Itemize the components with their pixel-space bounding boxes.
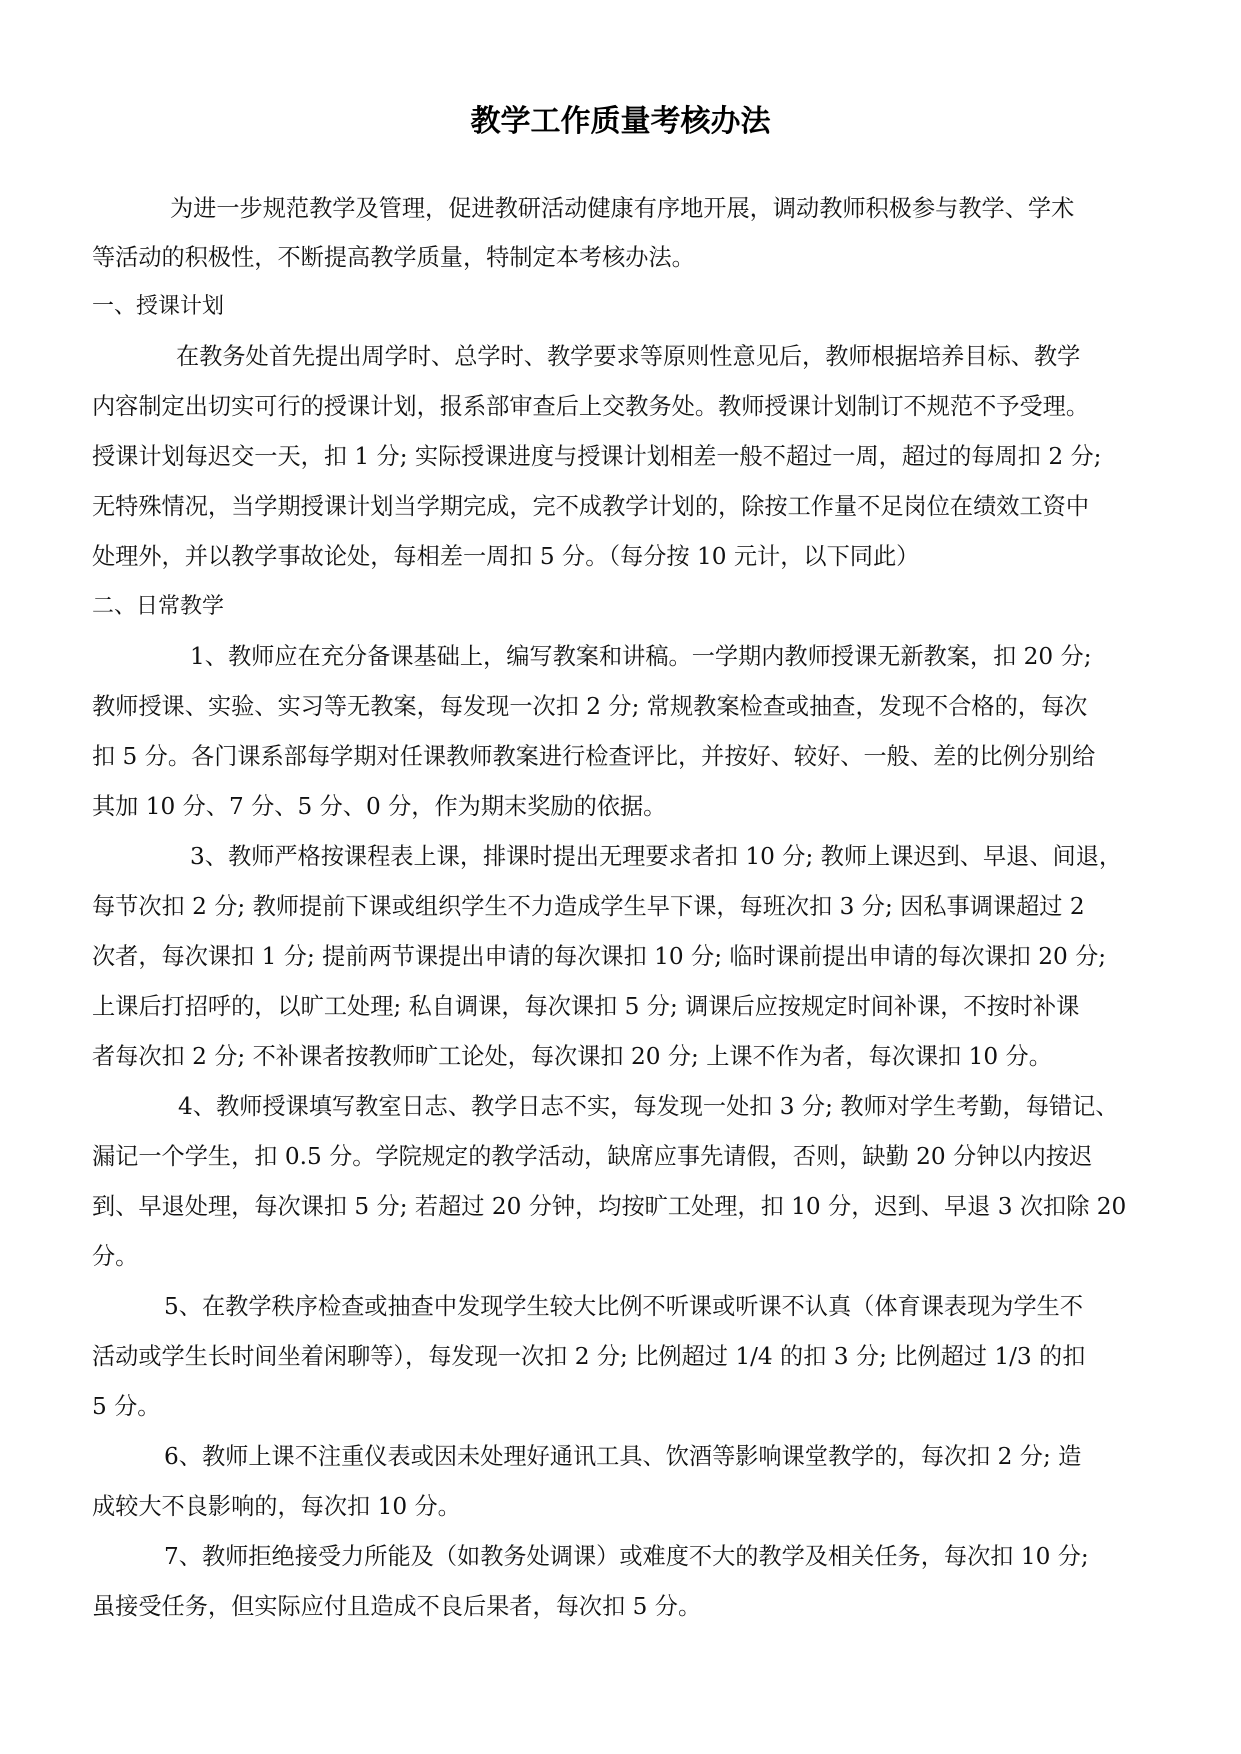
item3-line-3: 次者，每次课扣 1 分; 提前两节课提出申请的每次课扣 10 分; 临时课前提出申请的每次课扣 20 分; [92, 943, 1107, 970]
item6-line-2: 成较大不良影响的，每次扣 10 分。 [92, 1493, 461, 1520]
item3-line-1: 3、教师严格按课程表上课，排课时提出无理要求者扣 10 分; 教师上课迟到、早退、间退， [190, 843, 1123, 870]
section1-line-1: 在教务处首先提出周学时、总学时、教学要求等原则性意见后，教师根据培养目标、教学 [176, 343, 1081, 370]
item4-line-3: 到、早退处理，每次课扣 5 分; 若超过 20 分钟，均按旷工处理，扣 10 分，迟到、早退 3 次扣除 20 [92, 1193, 1127, 1220]
item4-line-1: 4、教师授课填写教室日志、教学日志不实，每发现一处扣 3 分; 教师对学生考勤，每错记、 [178, 1093, 1119, 1120]
item5-line-1: 5、在教学秩序检查或抽查中发现学生较大比例不听课或听课不认真（体育课表现为学生不 [164, 1293, 1084, 1320]
section-heading-lesson-plan: 一、授课计划 [92, 294, 225, 319]
item1-line-1: 1、教师应在充分备课基础上，编写教案和讲稿。一学期内教师授课无新教案，扣 20 分; [190, 643, 1092, 670]
item1-line-4: 其加 10 分、7 分、5 分、0 分，作为期末奖励的依据。 [92, 793, 667, 820]
item3-line-5: 者每次扣 2 分; 不补课者按教师旷工论处，每次课扣 20 分; 上课不作为者，每次课扣 10 分。 [92, 1043, 1052, 1070]
section1-line-2: 内容制定出切实可行的授课计划，报系部审查后上交教务处。教师授课计划制订不规范不予受理。 [92, 393, 1090, 420]
item7-line-1: 7、教师拒绝接受力所能及（如教务处调课）或难度不大的教学及相关任务，每次扣 10 分; [164, 1543, 1089, 1570]
intro-line-1: 为进一步规范教学及管理，促进教研活动健康有序地开展，调动教师积极参与教学、学术 [170, 195, 1075, 222]
item5-line-2: 活动或学生长时间坐着闲聊等），每发现一次扣 2 分; 比例超过 1/4 的扣 3 分; 比例超过 1/3 的扣 [92, 1343, 1086, 1370]
item4-line-4: 分。 [92, 1243, 139, 1270]
item3-line-4: 上课后打招呼的，以旷工处理; 私自调课，每次课扣 5 分; 调课后应按规定时间补课，不按时补课 [92, 993, 1080, 1020]
item1-line-2: 教师授课、实验、实习等无教案，每发现一次扣 2 分; 常规教案检查或抽查，发现不合格的，每次 [92, 693, 1088, 720]
section1-line-4: 无特殊情况，当学期授课计划当学期完成，完不成教学计划的，除按工作量不足岗位在绩效工资中 [92, 493, 1090, 520]
section1-line-5: 处理外，并以教学事故论处，每相差一周扣 5 分。（每分按 10 元计，以下同此） [92, 543, 920, 570]
item4-line-2: 漏记一个学生，扣 0.5 分。学院规定的教学活动，缺席应事先请假，否则，缺勤 20 分钟以内按迟 [92, 1143, 1093, 1170]
document-title: 教学工作质量考核办法 [470, 104, 771, 139]
section1-line-3: 授课计划每迟交一天，扣 1 分; 实际授课进度与授课计划相差一般不超过一周，超过的每周扣 2 分; [92, 443, 1102, 470]
item6-line-1: 6、教师上课不注重仪表或因未处理好通讯工具、饮酒等影响课堂教学的，每次扣 2 分; 造 [164, 1443, 1082, 1470]
intro-line-2: 等活动的积极性，不断提高教学质量，特制定本考核办法。 [92, 244, 695, 271]
item3-line-2: 每节次扣 2 分; 教师提前下课或组织学生不力造成学生早下课，每班次扣 3 分; 因私事调课超过 2 [92, 893, 1085, 920]
section-heading-daily-teaching: 二、日常教学 [92, 594, 225, 619]
item7-line-2: 虽接受任务，但实际应付且造成不良后果者，每次扣 5 分。 [92, 1593, 702, 1620]
item5-line-3: 5 分。 [92, 1393, 161, 1420]
item1-line-3: 扣 5 分。各门课系部每学期对任课教师教案进行检查评比，并按好、较好、一般、差的比例分别给 [92, 743, 1096, 770]
